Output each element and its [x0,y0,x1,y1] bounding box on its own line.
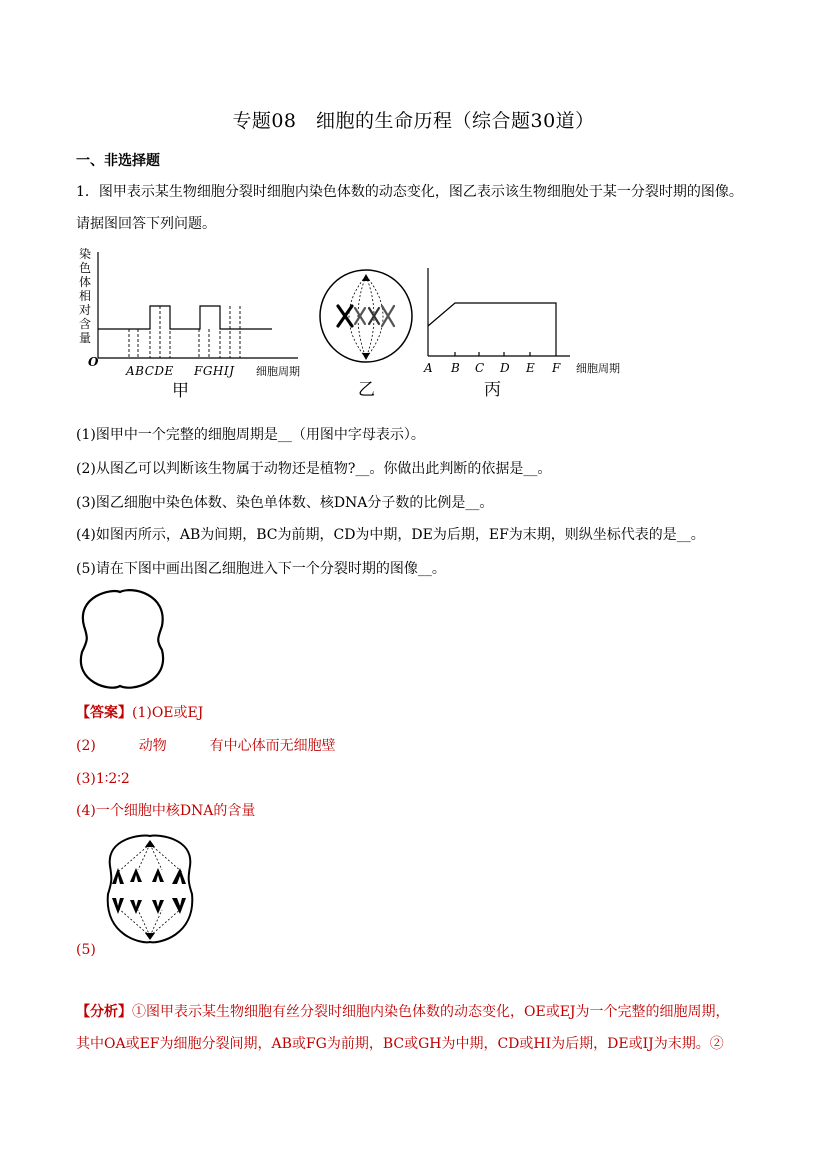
yi-cell [320,270,412,362]
answer-4: (4)一个细胞中核DNA的含量 [76,803,256,819]
figure-yi [314,264,418,404]
jia-origin: O [88,355,99,369]
jia-ylabel-4: 相 [79,289,92,303]
analysis-label: 【分析】 [76,1004,132,1020]
bing-caption: 丙 [484,380,501,400]
yi-spindle [349,276,383,358]
bing-tick-a: A [424,361,433,375]
bing-tick-f: F [552,361,561,375]
yi-chromosome-2 [355,308,365,324]
answer-2-num: (2) [76,738,96,754]
yi-caption: 乙 [358,380,375,400]
sub-question-2: (2)从图乙可以判断该生物属于动物还是植物?__。你做出此判断的依据是__。 [76,461,552,477]
analysis-line-1 [76,1002,730,1022]
answer-anaphase-figure [92,832,208,948]
jia-ylabel-5: 对 [79,303,92,317]
jia-ylabel-2: 色 [79,261,92,275]
jia-caption: 甲 [172,381,189,401]
answer-1: (1)OE或EJ [132,705,204,721]
bing-tick-d: D [500,361,510,375]
answer-5: (5) [76,942,96,958]
question-line-2: 请据图回答下列问题。 [76,216,216,232]
answer-3: (3)1∶2∶2 [76,771,130,787]
answer-line-1 [76,703,203,723]
bing-xlabel: 细胞周期 [576,362,620,375]
jia-line [98,306,272,329]
jia-dashes [129,306,240,358]
page-title: 专题08 细胞的生命历程（综合题30道） [232,110,595,132]
jia-ylabel-3: 体 [79,275,92,289]
bing-line [428,303,556,356]
yi-centriole-bottom [362,353,370,360]
sub-question-5: (5)请在下图中画出图乙细胞进入下一个分裂时期的图像__。 [76,561,446,577]
yi-centriole-top [362,274,370,281]
yi-chromosome-1 [338,306,352,326]
jia-ylabel-6: 含 [79,317,92,331]
sub-question-3: (3)图乙细胞中染色体数、染色单体数、核DNA分子数的比例是__。 [76,495,494,511]
answer-line-2 [76,736,336,756]
bing-tick-marks [455,352,530,356]
bing-tick-c: C [475,361,485,375]
answer-2-part2: 有中心体而无细胞壁 [209,738,336,754]
jia-ticks-2: FGHIJ [194,364,235,378]
section-heading: 一、非选择题 [76,153,160,169]
bing-tick-e: E [526,361,535,375]
yi-chromosome-4 [382,306,394,326]
sub-question-4: (4)如图丙所示，AB为间期，BC为前期，CD为中期，DE为后期，EF为末期，则纵坐标代表的是__。 [76,527,705,543]
jia-ylabel-1: 染 [79,247,92,261]
figure-jia [76,244,326,404]
jia-ylabel-7: 量 [79,331,92,345]
answer-label: 【答案】 [76,705,132,721]
analysis-text-1: ①图甲表示某生物细胞有丝分裂时细胞内染色体数的动态变化，OE或EJ为一个完整的细胞周期， [132,1004,730,1020]
figure-bing [418,264,644,404]
analysis-line-2: 其中OA或EF为细胞分裂间期，AB或FG为前期，BC或GH为中期，CD或HI为后期，DE或IJ为末期。② [76,1036,724,1052]
answer-spindle [118,844,182,936]
sub-question-1: (1)图甲中一个完整的细胞周期是__（用图中字母表示）。 [76,427,425,443]
jia-xlabel: 细胞周期 [256,365,300,378]
answer-2-part1: 动物 [138,738,167,754]
answer-lower-chromosomes [112,898,186,914]
answer-upper-chromosomes [112,868,186,884]
blank-cell-figure [72,586,172,696]
bing-tick-b: B [451,361,460,375]
question-line-1: 1．图甲表示某生物细胞分裂时细胞内染色体数的动态变化，图乙表示该生物细胞处于某一分裂时期的图像。 [76,184,743,200]
jia-ticks-1: ABCDE [126,364,174,378]
yi-chromosome-3 [369,308,379,324]
